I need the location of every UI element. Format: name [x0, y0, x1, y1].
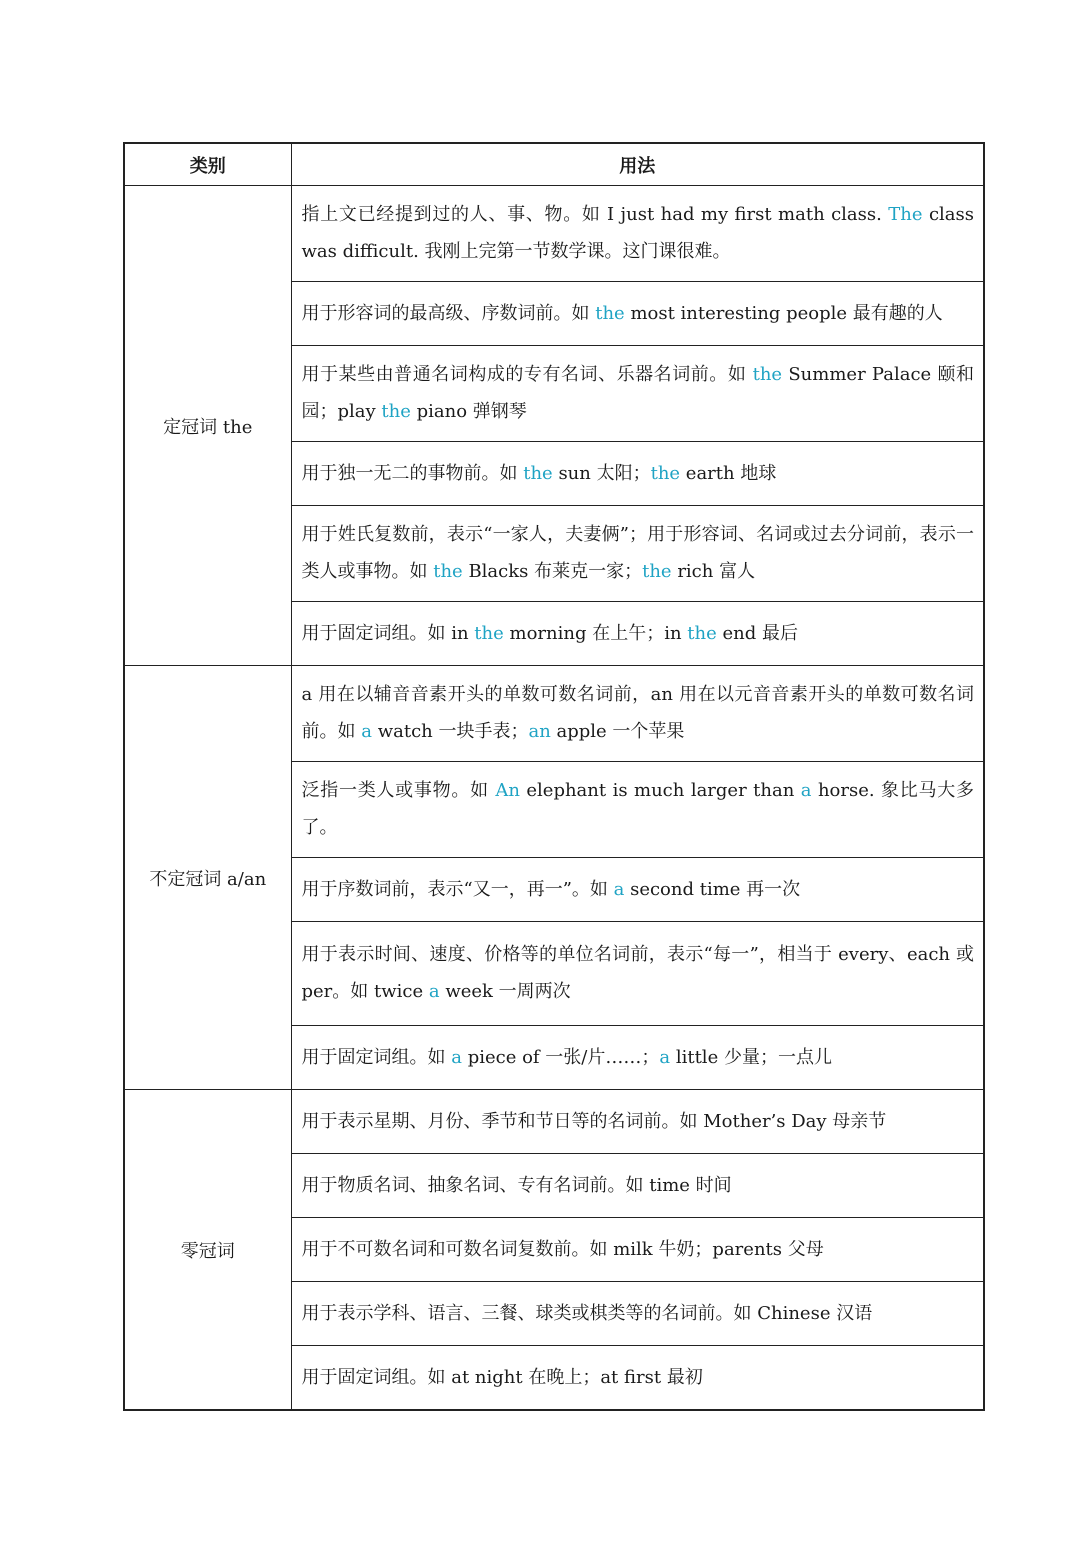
usage-cell [291, 442, 984, 506]
category-cell: 不定冠词 a/an [124, 666, 291, 1090]
usage-text: piece of 一张/片……； [461, 1046, 660, 1068]
highlighted-article: The [888, 204, 923, 225]
usage-text: 用于不可数名词和可数名词复数前。如 milk 牛奶；parents 父母 [301, 1238, 824, 1260]
usage-text: Summer Palace 颐和园；play [301, 364, 974, 422]
usage-text: 用于形容词的最高级、序数词前。如 [301, 302, 596, 324]
usage-text: watch 一块手表； [371, 721, 529, 742]
usage-text: horse. 象比马大多了。 [301, 780, 975, 838]
usage-cell [291, 1282, 984, 1346]
usage-text: second time 再一次 [624, 878, 801, 900]
highlighted-article: a [451, 1046, 462, 1068]
highlighted-article: a [659, 1046, 671, 1068]
usage-cell [291, 1090, 984, 1154]
highlighted-article: the [752, 364, 783, 385]
usage-cell [291, 506, 984, 602]
usage-text: 用于表示时间、速度、价格等的单位名词前，表示“每一”，相当于 every、each 或 per。如 twice [301, 944, 974, 1002]
table-row [124, 186, 984, 282]
usage-cell [291, 602, 984, 666]
table-row [124, 666, 984, 762]
highlighted-article: the [595, 302, 625, 324]
usage-text: 用于固定词组。如 in [301, 622, 475, 644]
usage-text: class was difficult. 我刚上完第一节数学课。这门课很难。 [301, 204, 974, 262]
usage-text: 用于独一无二的事物前。如 [301, 462, 524, 484]
usage-text: elephant is much larger than [519, 780, 801, 801]
usage-cell [291, 346, 984, 442]
highlighted-article: the [474, 622, 504, 644]
table-body [124, 186, 984, 1411]
usage-text: week 一周两次 [439, 981, 571, 1002]
usage-cell [291, 858, 984, 922]
highlighted-article: the [433, 561, 463, 582]
usage-text: 用于固定词组。如 at night 在晚上；at first 最初 [301, 1366, 703, 1388]
highlighted-article: a [613, 878, 625, 900]
usage-cell [291, 922, 984, 1026]
usage-cell [291, 1218, 984, 1282]
highlighted-article: the [523, 462, 553, 484]
usage-text: 用于表示星期、月份、季节和节日等的名词前。如 Mother’s Day 母亲节 [301, 1110, 887, 1132]
highlighted-article: a [361, 721, 372, 742]
header-row [124, 143, 984, 186]
usage-text: apple 一个苹果 [550, 721, 685, 742]
header-usage: 用法 [291, 143, 984, 186]
highlighted-article: a [428, 981, 440, 1002]
table-row [124, 1090, 984, 1154]
usage-text: 用于姓氏复数前，表示“一家人，夫妻俩”；用于形容词、名词或过去分词前，表示一类人或事物。如 [301, 524, 974, 582]
category-cell: 定冠词 the [124, 186, 291, 666]
usage-text: 用于物质名词、抽象名词、专有名词前。如 time 时间 [301, 1174, 732, 1196]
usage-text: little 少量；一点儿 [670, 1046, 832, 1068]
usage-cell [291, 186, 984, 282]
highlighted-article: the [650, 462, 681, 484]
usage-text: 用于某些由普通名词构成的专有名词、乐器名词前。如 [301, 364, 753, 385]
usage-text: most interesting people 最有趣的人 [624, 302, 943, 324]
usage-cell [291, 666, 984, 762]
usage-text: rich 富人 [671, 561, 756, 582]
usage-cell [291, 1346, 984, 1411]
usage-cell [291, 1026, 984, 1090]
usage-cell [291, 1154, 984, 1218]
highlighted-article: an [528, 721, 551, 742]
highlighted-article: An [495, 780, 520, 801]
highlighted-article: the [642, 561, 672, 582]
usage-text: 泛指一类人或事物。如 [301, 780, 496, 801]
usage-text: morning 在上午；in [503, 622, 688, 644]
usage-text: piano 弹钢琴 [410, 401, 527, 422]
header-category: 类别 [124, 143, 291, 186]
usage-text: sun 太阳； [552, 462, 651, 484]
usage-text: end 最后 [716, 622, 798, 644]
usage-text: earth 地球 [680, 462, 777, 484]
usage-cell [291, 282, 984, 346]
usage-text: 指上文已经提到过的人、事、物。如 I just had my first math class. [301, 204, 889, 225]
usage-cell [291, 762, 984, 858]
usage-text: 用于表示学科、语言、三餐、球类或棋类等的名词前。如 Chinese 汉语 [301, 1302, 873, 1324]
usage-text: 用于固定词组。如 [301, 1046, 452, 1068]
category-cell: 零冠词 [124, 1090, 291, 1411]
article-usage-table [123, 142, 985, 1411]
article-usage-table-page [123, 142, 983, 1411]
highlighted-article: a [800, 780, 812, 801]
highlighted-article: the [687, 622, 717, 644]
usage-text: a 用在以辅音音素开头的单数可数名词前，an 用在以元音音素开头的单数可数名词前。如 [301, 684, 974, 742]
usage-text: 用于序数词前，表示“又一，再一”。如 [301, 878, 614, 900]
highlighted-article: the [381, 401, 411, 422]
usage-text: Blacks 布莱克一家； [462, 561, 643, 582]
